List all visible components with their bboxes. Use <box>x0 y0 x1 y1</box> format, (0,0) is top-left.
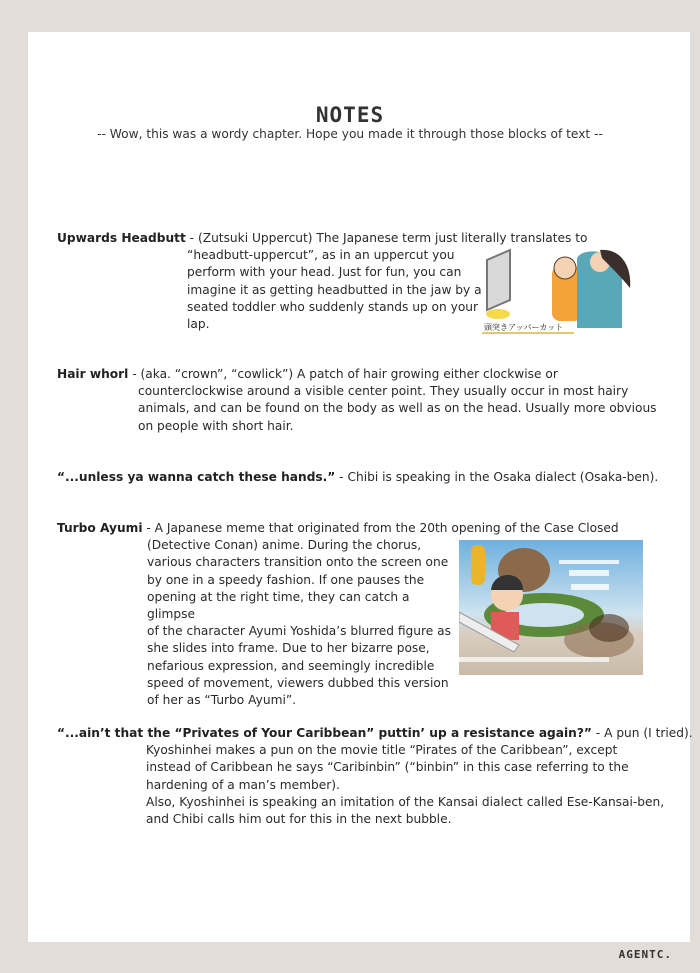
author-signature: AGENTC. <box>618 948 672 961</box>
page-subtitle: -- Wow, this was a wordy chapter. Hope you made it through those blocks of text -- <box>97 127 603 141</box>
note-line: (Zutsuki Uppercut) The Japanese term just literally translates to <box>197 231 588 245</box>
note-turbo-ayumi: Turbo Ayumi - A Japanese meme that originated from the 20th opening of the Case Closed <box>57 521 619 535</box>
note-term: Hair whorl <box>57 367 129 381</box>
note-term: Upwards Headbutt <box>57 231 186 245</box>
note-upwards-headbutt: Upwards Headbutt - (Zutsuki Uppercut) The Japanese term just literally translates to <box>57 231 588 245</box>
note-term: Turbo Ayumi <box>57 521 143 535</box>
note-turbo-ayumi-body: (Detective Conan) anime. During the chorus, various characters transition onto the screen one by one in a speedy fashion. If one pauses the opening at the right time, they can catch a glimpse of the character Ayumi Yoshida’s blurred figure as she slides into frame. Due to her bizarre pose, nefarious expression, and seemingly incredible speed of movement, viewers dubbed this version of her as “Turbo Ayumi”. <box>147 538 451 708</box>
note-hair-whorl: Hair whorl - (aka. “crown”, “cowlick”) A patch of hair growing either clockwise or <box>57 367 558 381</box>
image-caption: 頭突きアッパーカット <box>484 323 564 332</box>
note-term: “...unless ya wanna catch these hands.” <box>57 470 336 484</box>
note-hair-whorl-body: counterclockwise around a visible center point. They usually occur in most hairy animals, and can be found on the body as well as on the head. Usually more obvious on people with short hair. <box>138 384 657 433</box>
note-term: “...ain’t that the “Privates of Your Caribbean” puttin’ up a resistance again?” <box>57 726 592 740</box>
turbo-ayumi-screenshot <box>459 540 643 675</box>
note-catch-these-hands: “...unless ya wanna catch these hands.” - Chibi is speaking in the Osaka dialect (Osaka-ben). <box>57 470 659 484</box>
note-privates-caribbean-body: Kyoshinhei makes a pun on the movie title “Pirates of the Caribbean”, except instead of Caribbean he says “Caribinbin” (“binbin” in this case referring to the hardening of a man’s member). Also, Kyoshinhei is speaking an imitation of the Kansai dialect called Ese-Kansai-ben, and Chibi calls him out for this in the next bubble. <box>146 743 665 826</box>
note-privates-caribbean: “...ain’t that the “Privates of Your Caribbean” puttin’ up a resistance again?” - A pun (I tried). <box>57 726 693 740</box>
page-title: NOTES <box>315 103 385 127</box>
note-upwards-headbutt-body: “headbutt-uppercut”, as in an uppercut you perform with your head. Just for fun, you can imagine it as getting headbutted in the jaw by a seated toddler who suddenly stands up on your lap. <box>187 248 482 331</box>
headbutt-illustration <box>482 248 647 338</box>
